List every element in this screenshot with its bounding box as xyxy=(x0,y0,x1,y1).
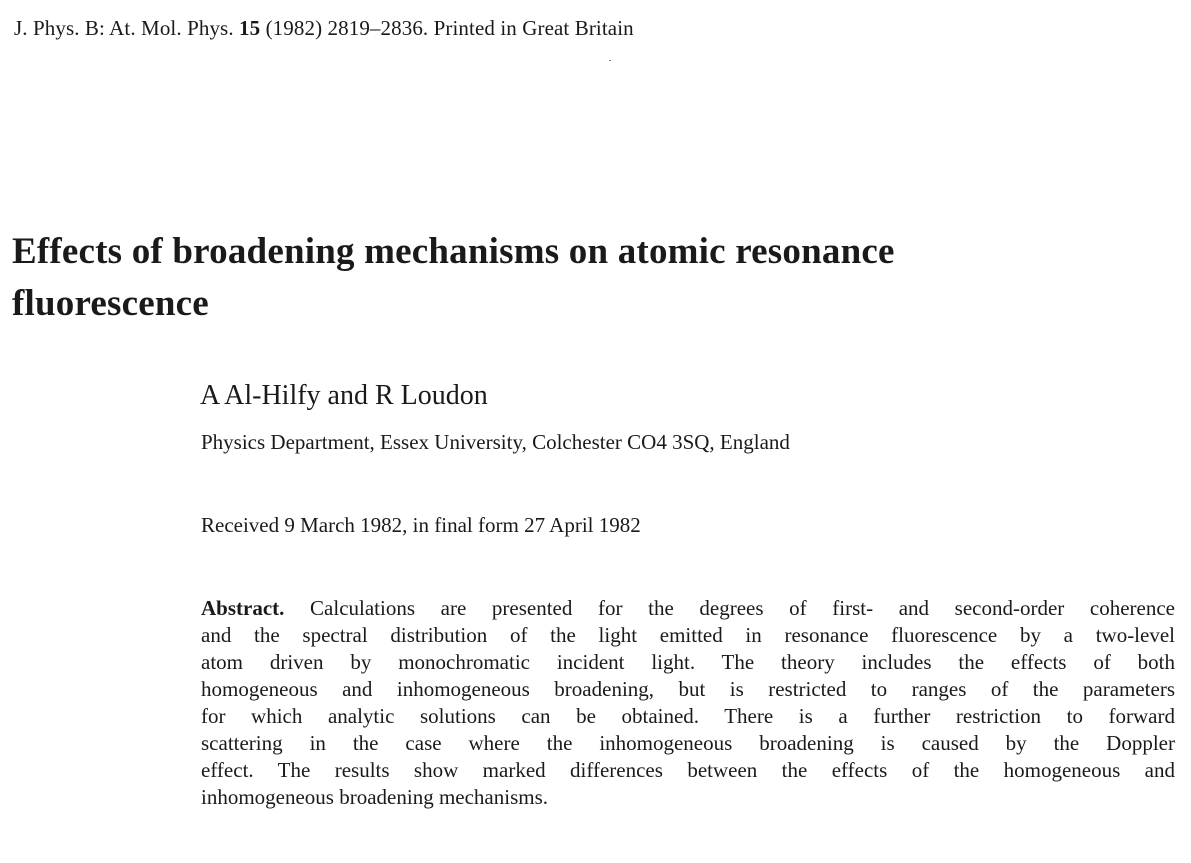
journal-volume: 15 xyxy=(239,16,261,40)
paper-title-line-2: fluorescence xyxy=(12,283,209,324)
abstract-line xyxy=(201,595,1175,622)
abstract-line: homogeneous and inhomogeneous broadening, but is restricted to ranges of the parameters xyxy=(201,677,1175,701)
received-date: Received 9 March 1982, in final form 27 April 1982 xyxy=(201,513,641,537)
authors: A Al-Hilfy and R Loudon xyxy=(200,380,488,411)
abstract-label: Abstract. xyxy=(201,596,285,620)
abstract-line: inhomogeneous broadening mechanisms. xyxy=(201,785,549,809)
abstract-line: and the spectral distribution of the light emitted in resonance fluorescence by a two-level xyxy=(201,623,1175,647)
abstract-line: scattering in the case where the inhomogeneous broadening is caused by the Doppler xyxy=(201,731,1175,755)
abstract-first-line: Calculations are presented for the degrees of first- and second-order coherence xyxy=(310,596,1176,620)
paper-title xyxy=(12,226,1162,330)
print-speck xyxy=(609,60,611,61)
running-head xyxy=(14,16,634,41)
publication-details: (1982) 2819–2836. Printed in Great Britain xyxy=(265,16,634,40)
abstract-line: atom driven by monochromatic incident light. The theory includes the effects of both xyxy=(201,650,1175,674)
paper-title-line-1: Effects of broadening mechanisms on atomic resonance xyxy=(12,231,895,272)
affiliation: Physics Department, Essex University, Colchester CO4 3SQ, England xyxy=(201,430,790,454)
abstract-line: for which analytic solutions can be obtained. There is a further restriction to forward xyxy=(201,704,1175,728)
abstract-line: effect. The results show marked differences between the effects of the homogeneous and xyxy=(201,758,1175,782)
abstract xyxy=(201,595,1175,811)
journal-name: J. Phys. B: At. Mol. Phys. xyxy=(14,16,234,40)
